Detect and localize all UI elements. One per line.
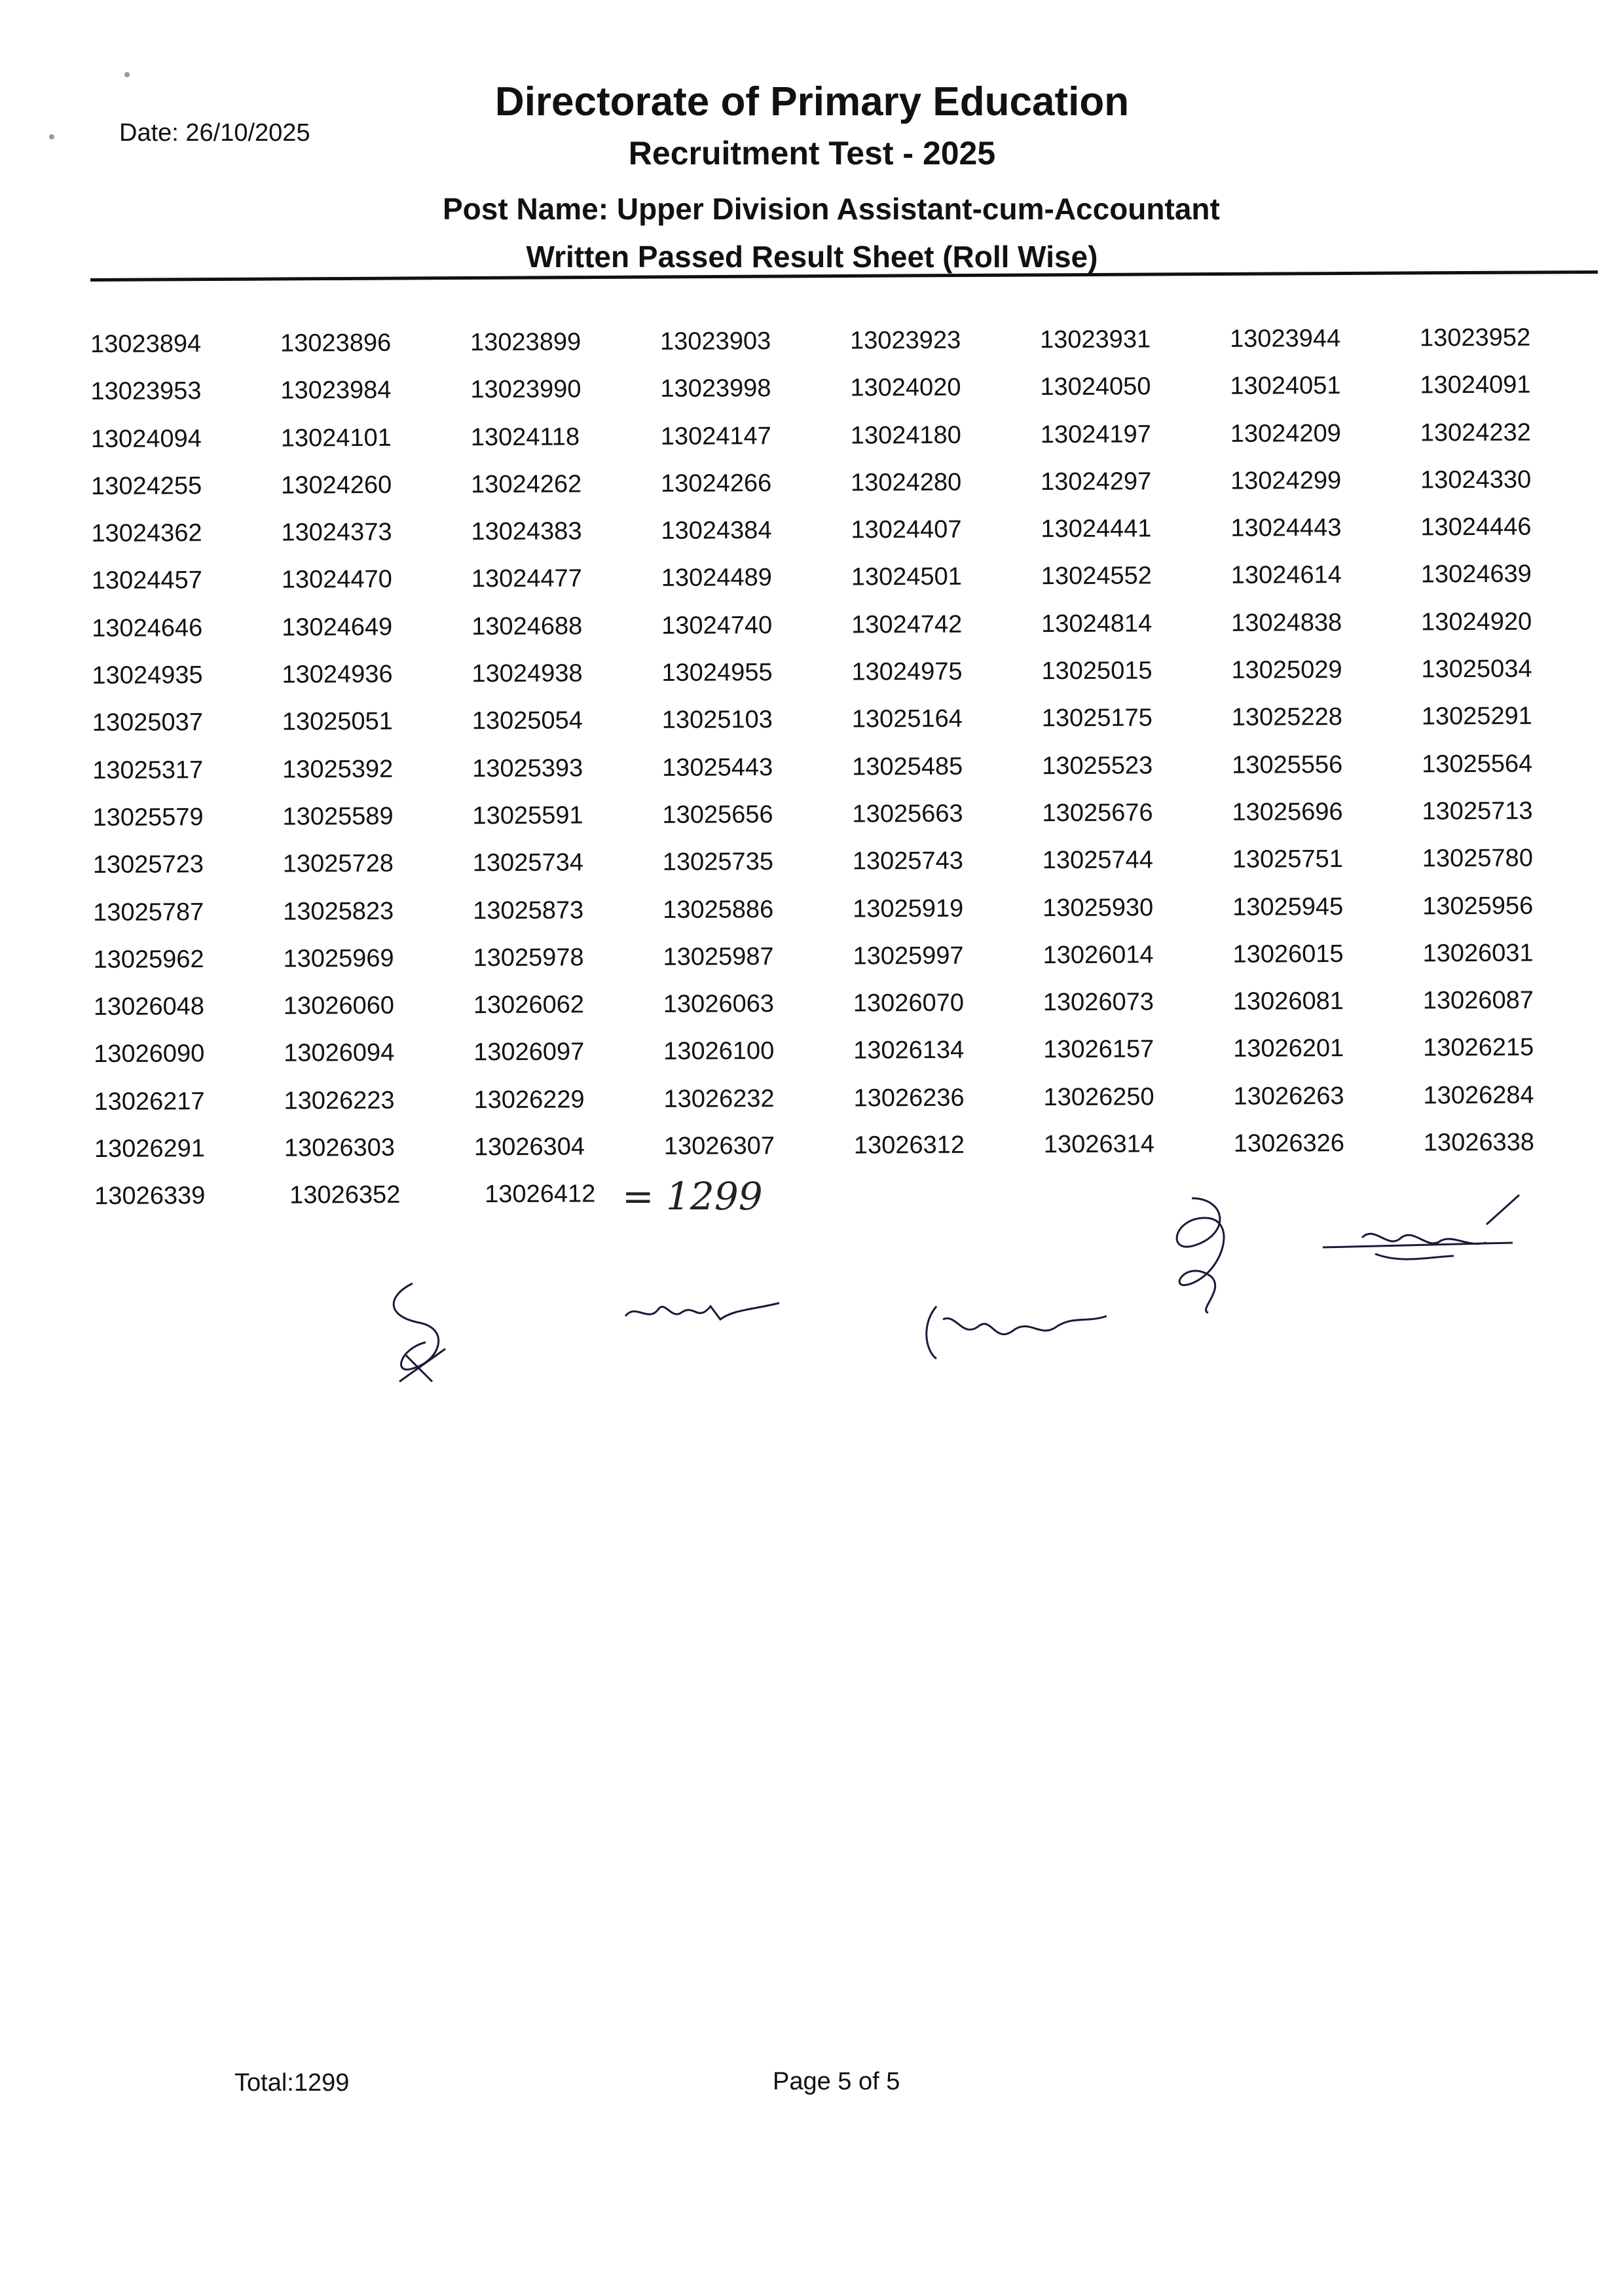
roll-row (94, 1081, 1613, 1135)
roll-number-cell: 13024197 (1040, 420, 1151, 449)
roll-number-cell: 13024362 (91, 519, 202, 548)
roll-number-cell: 13025956 (1422, 892, 1534, 920)
roll-number-cell: 13024262 (471, 470, 582, 499)
roll-number-cell: 13023931 (1039, 325, 1151, 354)
roll-number-cell: 13024742 (851, 610, 963, 639)
roll-number-cell: 13024938 (471, 659, 583, 688)
roll-number-cell: 13024180 (850, 421, 961, 450)
roll-number-cell: 13024280 (851, 468, 962, 497)
roll-number-cell: 13025734 (472, 849, 584, 877)
page-title: Directorate of Primary Education (494, 79, 1130, 124)
roll-number-cell: 13024446 (1420, 513, 1532, 542)
roll-number-cell: 13024020 (850, 374, 961, 402)
scan-speck (124, 72, 130, 77)
roll-row (92, 750, 1612, 804)
roll-row (94, 1128, 1614, 1183)
roll-number-cell: 13023944 (1229, 325, 1341, 353)
roll-number-cell: 13024260 (281, 471, 392, 500)
roll-number-cell: 13025997 (853, 942, 964, 970)
roll-number-cell: 13024266 (661, 469, 772, 498)
signature-4 (1146, 1192, 1244, 1316)
roll-row (91, 466, 1610, 520)
roll-number-cell: 13024838 (1231, 608, 1342, 637)
roll-number-cell: 13024232 (1420, 418, 1531, 447)
roll-number-cell: 13024299 (1230, 466, 1342, 495)
roll-number-cell: 13023990 (470, 375, 581, 404)
roll-number-cell: 13025987 (663, 942, 774, 971)
roll-number-cell: 13025051 (282, 708, 393, 737)
roll-number-cell: 13026070 (853, 989, 965, 1018)
roll-number-cell: 13026304 (473, 1133, 585, 1162)
roll-number-cell: 13025556 (1232, 750, 1343, 779)
roll-number-cell: 13026031 (1422, 939, 1534, 968)
roll-number-cell: 13024209 (1230, 419, 1341, 448)
roll-number-cell: 13026062 (473, 991, 585, 1019)
roll-number-cell: 13026263 (1233, 1082, 1344, 1111)
roll-number-cell: 13024501 (851, 563, 962, 592)
roll-number-cell: 13024094 (90, 424, 202, 453)
scan-speck (49, 134, 54, 139)
roll-number-cell: 13024646 (92, 614, 203, 642)
roll-number-cell: 13025054 (471, 707, 583, 735)
roll-number-cell: 13025713 (1422, 797, 1533, 826)
roll-number-cell: 13024147 (660, 422, 771, 450)
roll-number-cell: 13023894 (90, 330, 202, 358)
roll-number-cell: 13026073 (1043, 988, 1154, 1017)
roll-number-cell: 13026236 (853, 1084, 965, 1112)
roll-number-cell: 13025886 (663, 895, 774, 924)
roll-number-cell: 13025443 (662, 753, 773, 782)
roll-number-cell: 13024975 (851, 657, 963, 686)
roll-number-cell: 13024384 (661, 517, 772, 545)
roll-number-cell: 13026097 (473, 1038, 585, 1067)
roll-number-cell: 13024330 (1420, 466, 1532, 494)
roll-number-cell: 13026015 (1232, 940, 1344, 968)
roll-number-cell: 13025823 (283, 897, 394, 926)
sheet-title: Written Passed Result Sheet (Roll Wise) (526, 240, 1098, 274)
roll-number-cell: 13024101 (280, 424, 392, 452)
roll-number-cell: 13026100 (663, 1037, 775, 1066)
roll-number-cell: 13024477 (471, 564, 582, 593)
roll-row (90, 371, 1610, 425)
roll-number-cell: 13026352 (289, 1181, 401, 1209)
roll-number-cell: 13026090 (94, 1040, 205, 1069)
roll-number-cell: 13026081 (1232, 987, 1344, 1016)
roll-number-cell: 13024255 (91, 472, 202, 500)
roll-row (94, 1034, 1613, 1088)
roll-number-cell: 13024955 (661, 659, 773, 687)
roll-number-cell: 13026291 (94, 1135, 206, 1164)
roll-number-cell: 13025523 (1042, 752, 1153, 780)
roll-number-cell: 13024441 (1041, 515, 1152, 543)
roll-number-cell: 13025962 (93, 946, 204, 974)
roll-number-cell: 13023952 (1419, 323, 1531, 352)
date-value: 26/10/2025 (185, 119, 310, 147)
signature-3 (917, 1293, 1113, 1365)
roll-row (91, 418, 1610, 473)
roll-number-cell: 13025034 (1421, 655, 1532, 684)
footer-total (234, 2069, 349, 2097)
roll-number-cell: 13023899 (470, 328, 581, 357)
roll-number-cell: 13024814 (1041, 610, 1153, 638)
roll-number-cell: 13026229 (473, 1086, 585, 1114)
roll-number-cell: 13026014 (1043, 941, 1154, 970)
roll-number-cell: 13023896 (280, 329, 392, 358)
roll-number-cell: 13025676 (1042, 799, 1153, 828)
roll-number-cell: 13026312 (853, 1131, 965, 1160)
roll-number-cell: 13024050 (1040, 373, 1151, 401)
roll-number-cell: 13026232 (663, 1084, 775, 1113)
roll-number-cell: 13023923 (849, 326, 961, 355)
total-value: 1299 (293, 2069, 350, 2097)
roll-number-cell: 13023953 (90, 377, 202, 406)
roll-number-cell: 13026339 (94, 1182, 206, 1211)
roll-row (94, 986, 1613, 1040)
roll-row (92, 655, 1611, 709)
roll-row (92, 560, 1611, 615)
roll-number-cell: 13025291 (1421, 703, 1532, 731)
roll-number-cell: 13026250 (1043, 1083, 1154, 1111)
roll-row (92, 702, 1612, 756)
roll-number-cell: 13026134 (853, 1037, 965, 1065)
post-value: Upper Division Assistant-cum-Accountant (616, 192, 1220, 226)
roll-number-cell: 13025564 (1422, 750, 1533, 779)
roll-row (93, 939, 1612, 993)
roll-number-cell: 13025317 (92, 756, 204, 784)
roll-number-cell: 13024935 (92, 661, 203, 690)
roll-number-cell: 13025015 (1041, 657, 1153, 686)
signature-5 (1323, 1192, 1539, 1290)
roll-number-cell: 13024457 (91, 566, 202, 595)
roll-number-cell: 13026284 (1423, 1081, 1534, 1110)
roll-number-cell: 13026063 (663, 990, 775, 1019)
signature-1 (373, 1277, 471, 1388)
roll-number-cell: 13025037 (92, 708, 203, 737)
roll-number-cell: 13025744 (1042, 846, 1154, 875)
roll-number-cell: 13025589 (282, 802, 394, 831)
roll-number-cell: 13025228 (1231, 703, 1342, 732)
roll-number-cell: 13024091 (1420, 371, 1531, 399)
roll-number-cell: 13023984 (280, 376, 392, 405)
roll-number-cell: 13025735 (662, 848, 774, 877)
roll-number-cell: 13025751 (1232, 845, 1344, 874)
roll-number-cell: 13025579 (92, 803, 204, 832)
roll-number-cell: 13026314 (1043, 1130, 1155, 1159)
roll-number-cell: 13024489 (661, 564, 772, 593)
roll-number-cell: 13024649 (282, 613, 393, 642)
roll-number-cell: 13025728 (282, 850, 394, 878)
roll-number-cell: 13024936 (282, 660, 393, 689)
roll-row (92, 608, 1611, 662)
roll-number-cell: 13024740 (661, 611, 773, 640)
roll-number-cell: 13026048 (93, 993, 205, 1021)
roll-number-cell: 13024614 (1230, 561, 1342, 590)
roll-number-cell: 13024383 (471, 517, 582, 546)
roll-number-cell: 13023998 (660, 375, 771, 403)
roll-row (91, 513, 1610, 567)
roll-number-cell: 13025743 (852, 847, 964, 875)
roll-number-cell: 13025723 (92, 851, 204, 879)
roll-number-cell: 13025393 (472, 754, 583, 782)
roll-number-cell: 13026303 (284, 1133, 396, 1162)
roll-number-cell: 13024639 (1420, 560, 1532, 589)
roll-number-cell: 13024470 (281, 566, 392, 595)
roll-number-cell: 13026217 (94, 1087, 205, 1116)
roll-number-cell: 13025656 (662, 801, 773, 829)
roll-number-cell: 13023903 (659, 327, 771, 356)
roll-number-cell: 13025103 (661, 706, 773, 735)
roll-number-cell: 13026201 (1233, 1035, 1344, 1063)
roll-number-cell: 13024118 (470, 423, 580, 451)
roll-number-cell: 13025175 (1041, 704, 1153, 733)
page-number: Page 5 of 5 (773, 2068, 900, 2095)
roll-number-cell: 13024051 (1230, 372, 1341, 401)
roll-number-cell: 13024407 (851, 515, 962, 544)
roll-number-cell: 13025978 (473, 944, 584, 972)
roll-number-cell: 13025663 (852, 799, 963, 828)
roll-number-cell: 13026094 (284, 1039, 395, 1068)
roll-number-cell: 13024373 (281, 519, 392, 547)
roll-number-cell: 13025029 (1231, 656, 1342, 684)
roll-number-cell: 13026087 (1422, 986, 1534, 1015)
roll-number-cell: 13025164 (851, 705, 963, 733)
roll-number-grid (90, 323, 1614, 1230)
roll-number-cell: 13026060 (283, 991, 395, 1020)
date-label: Date: (119, 119, 179, 147)
roll-number-cell: 13024443 (1230, 514, 1342, 542)
post-name-line (443, 191, 1220, 227)
roll-number-cell: 13026326 (1233, 1129, 1345, 1158)
roll-row (92, 797, 1612, 851)
handwritten-count: = 1299 (622, 1174, 763, 1219)
roll-row (93, 892, 1612, 946)
roll-number-cell: 13025392 (282, 755, 394, 784)
roll-number-cell: 13025919 (853, 894, 964, 923)
roll-number-cell: 13025780 (1422, 844, 1533, 873)
post-label: Post Name: (443, 192, 609, 226)
roll-number-cell: 13026338 (1423, 1128, 1535, 1157)
roll-row (90, 323, 1610, 378)
page-subtitle: Recruitment Test - 2025 (628, 135, 996, 172)
roll-number-cell: 13025873 (473, 896, 584, 925)
roll-number-cell: 13026412 (485, 1180, 596, 1209)
roll-number-cell: 13024920 (1421, 608, 1532, 636)
roll-number-cell: 13026223 (284, 1086, 395, 1115)
roll-number-cell: 13024688 (471, 612, 583, 641)
roll-number-cell: 13025945 (1232, 892, 1344, 921)
roll-number-cell: 13024552 (1041, 562, 1152, 591)
roll-number-cell: 13026307 (663, 1132, 775, 1160)
roll-row (93, 844, 1612, 898)
roll-number-cell: 13025930 (1043, 893, 1154, 922)
roll-number-cell: 13024297 (1041, 468, 1152, 496)
roll-number-cell: 13025969 (283, 944, 394, 973)
roll-number-cell: 13025696 (1232, 798, 1343, 826)
total-label: Total: (234, 2069, 294, 2097)
roll-number-cell: 13025485 (852, 752, 963, 781)
roll-number-cell: 13026157 (1043, 1035, 1154, 1064)
roll-number-cell: 13025591 (472, 801, 583, 830)
signature-2 (622, 1283, 786, 1342)
roll-number-cell: 13026215 (1423, 1034, 1534, 1062)
roll-number-cell: 13025787 (93, 898, 204, 927)
